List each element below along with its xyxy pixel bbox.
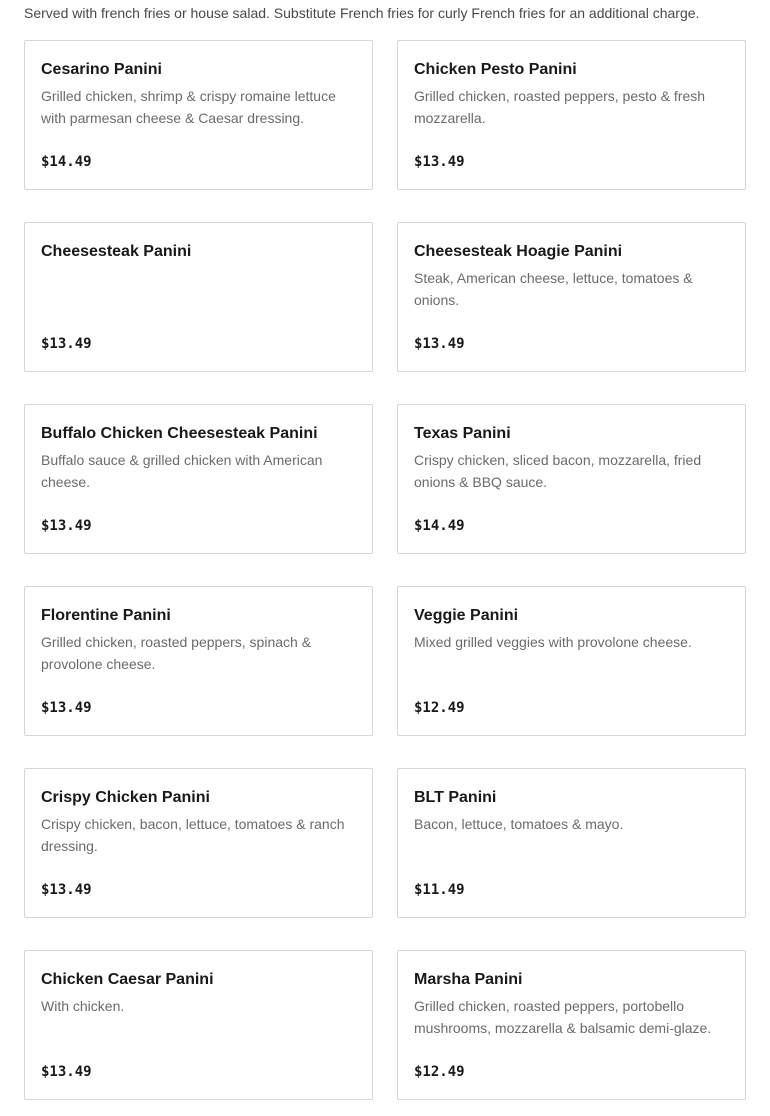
menu-item-description: With chicken.: [41, 998, 125, 1014]
menu-item-card-veggie-panini[interactable]: [397, 586, 746, 736]
menu-item-description: Grilled chicken, shrimp & crispy romaine lettuce with parmesan cheese & Caesar dressing.: [41, 88, 336, 126]
menu-item-description: Crispy chicken, bacon, lettuce, tomatoes & ranch dressing.: [41, 816, 345, 854]
menu-item-price: $13.49: [41, 1064, 92, 1080]
menu-item-name: Marsha Panini: [414, 971, 523, 988]
menu-item-price: $12.49: [414, 700, 465, 716]
menu-item-price: $13.49: [41, 700, 92, 716]
menu-item-price: $13.49: [41, 518, 92, 534]
menu-item-card-marsha-panini[interactable]: [397, 950, 746, 1100]
menu-item-name: Cesarino Panini: [41, 61, 162, 78]
menu-item-card-crispy-chicken-panini[interactable]: [24, 768, 373, 918]
menu-item-card-cheesesteak-hoagie-panini[interactable]: [397, 222, 746, 372]
menu-item-name: BLT Panini: [414, 789, 497, 806]
menu-item-name: Cheesesteak Panini: [41, 243, 192, 260]
menu-item-price: $14.49: [414, 518, 465, 534]
menu-item-name: Buffalo Chicken Cheesesteak Panini: [41, 425, 318, 442]
menu-item-description: Grilled chicken, roasted peppers, portobello mushrooms, mozzarella & balsamic demi-glaze.: [414, 998, 712, 1036]
menu-item-name: Texas Panini: [414, 425, 511, 442]
menu-item-price: $13.49: [414, 154, 465, 170]
menu-item-description: Crispy chicken, sliced bacon, mozzarella, fried onions & BBQ sauce.: [414, 452, 702, 490]
menu-item-name: Crispy Chicken Panini: [41, 789, 210, 806]
menu-item-card-cesarino-panini[interactable]: [24, 40, 373, 190]
menu-item-card-buffalo-chicken-cheesesteak-panini[interactable]: [24, 404, 373, 554]
menu-item-card-chicken-caesar-panini[interactable]: [24, 950, 373, 1100]
menu-item-description: Steak, American cheese, lettuce, tomatoes & onions.: [414, 270, 693, 308]
menu-item-card-blt-panini[interactable]: [397, 768, 746, 918]
menu-item-name: Cheesesteak Hoagie Panini: [414, 243, 623, 260]
menu-item-price: $13.49: [41, 336, 92, 352]
menu-item-description: Bacon, lettuce, tomatoes & mayo.: [414, 816, 624, 832]
menu-item-description: Grilled chicken, roasted peppers, spinach & provolone cheese.: [41, 634, 312, 672]
menu-item-card-florentine-panini[interactable]: [24, 586, 373, 736]
menu-item-description: Mixed grilled veggies with provolone cheese.: [414, 634, 692, 650]
menu-item-description: Grilled chicken, roasted peppers, pesto & fresh mozzarella.: [414, 88, 706, 126]
menu-item-price: $14.49: [41, 154, 92, 170]
menu-item-card-cheesesteak-panini[interactable]: [24, 222, 373, 372]
menu-item-name: Florentine Panini: [41, 607, 171, 624]
menu-item-card-texas-panini[interactable]: [397, 404, 746, 554]
menu-item-name: Chicken Pesto Panini: [414, 61, 577, 78]
menu-item-price: $13.49: [414, 336, 465, 352]
menu-item-price: $11.49: [414, 882, 465, 898]
menu-item-grid: [24, 40, 746, 1100]
menu-item-description: Buffalo sauce & grilled chicken with American cheese.: [41, 452, 323, 490]
section-description: Served with french fries or house salad. Substitute French fries for curly French fries for an additional charge.: [24, 5, 700, 21]
menu-item-name: Chicken Caesar Panini: [41, 971, 214, 988]
menu-item-price: $12.49: [414, 1064, 465, 1080]
menu-item-price: $13.49: [41, 882, 92, 898]
menu-item-card-chicken-pesto-panini[interactable]: [397, 40, 746, 190]
menu-item-name: Veggie Panini: [414, 607, 519, 624]
